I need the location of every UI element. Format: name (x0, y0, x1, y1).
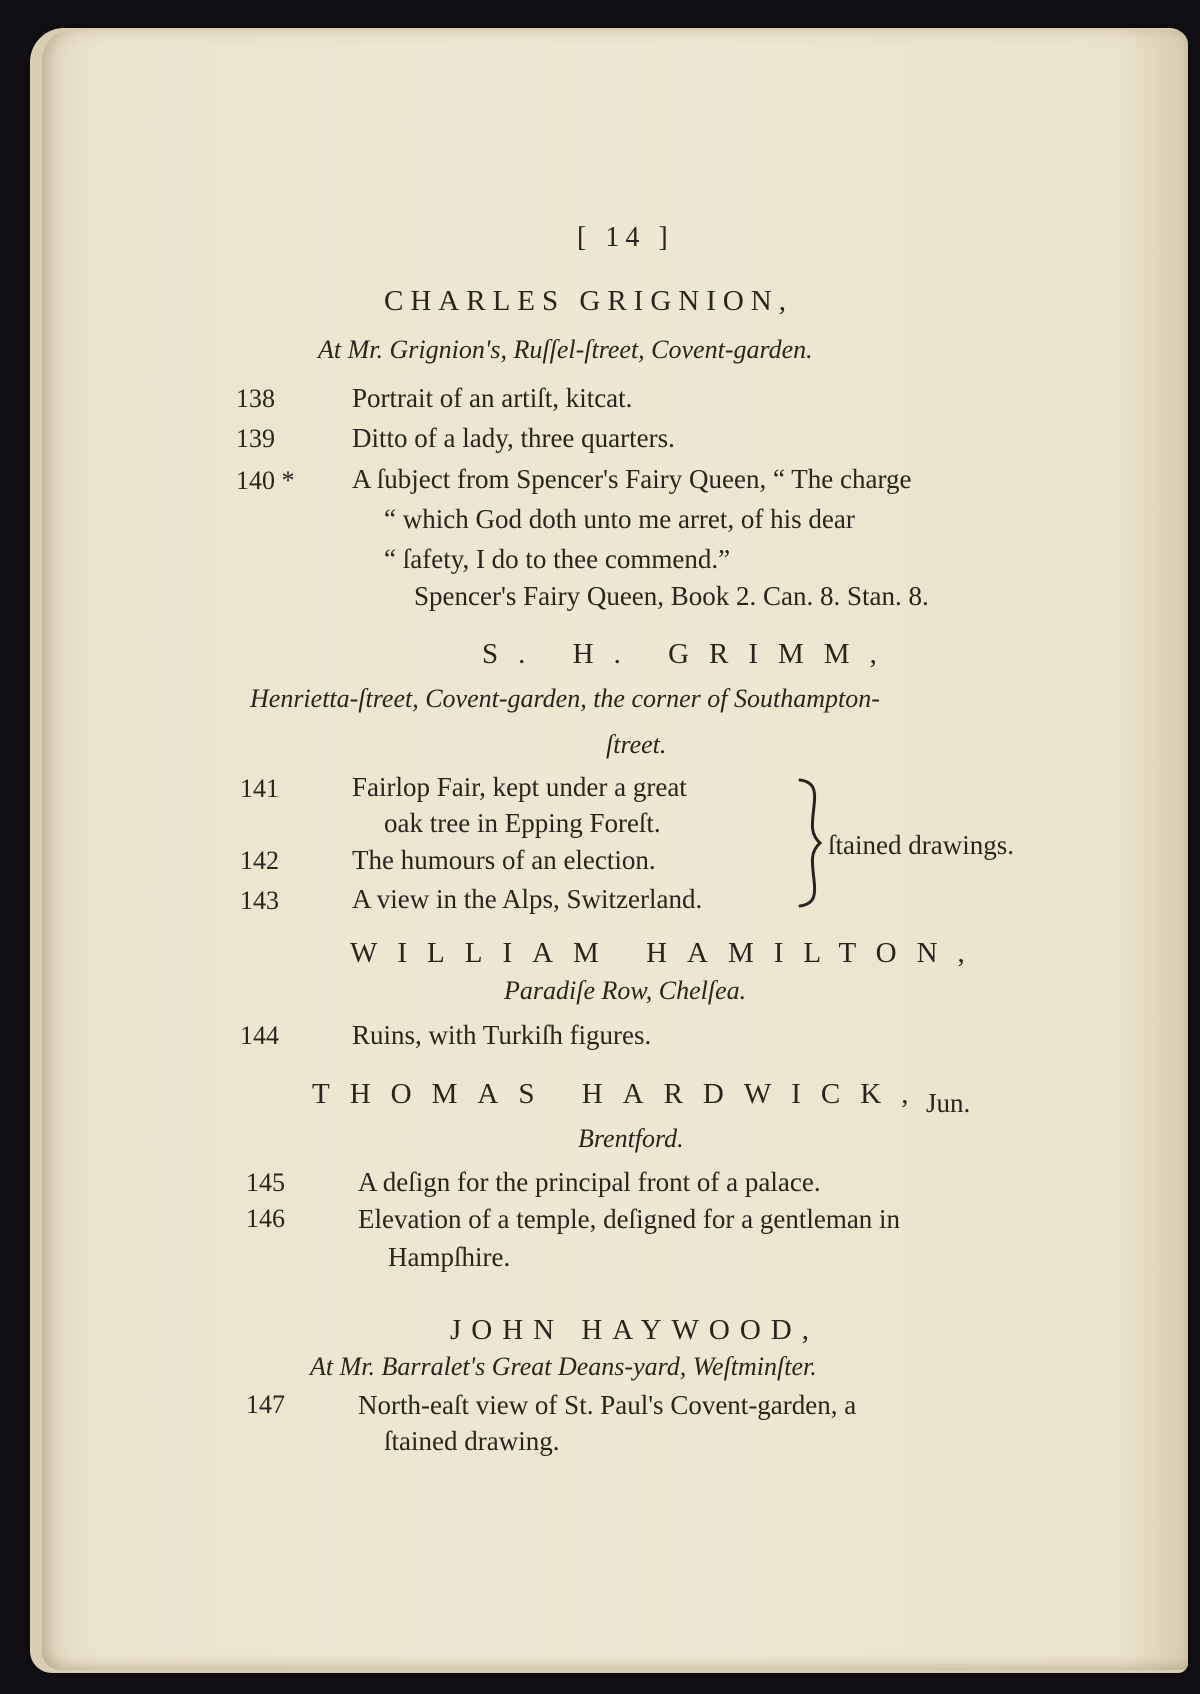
entry-text-continued: “ ſafety, I do to thee commend.” (384, 544, 731, 574)
artist-name: JOHN HAYWOOD, (450, 1314, 819, 1346)
artist-address: Paradiſe Row, Chelſea. (504, 976, 747, 1005)
entry-text: A deſign for the principal front of a palace. (358, 1167, 821, 1197)
entry-text: North-eaſt view of St. Paul's Covent-garden, a (358, 1390, 857, 1420)
entry-number: 145 (246, 1168, 285, 1197)
entry-text-continued: ſtained drawing. (384, 1426, 560, 1456)
artist-name: CHARLES GRIGNION, (384, 285, 793, 317)
entry-text: Ditto of a lady, three quarters. (352, 423, 675, 453)
entry-number: 139 (236, 424, 275, 453)
entry-text: Ruins, with Turkiſh figures. (352, 1020, 652, 1050)
entry-number: 140 * (236, 466, 295, 495)
group-note: ſtained drawings. (828, 830, 1014, 860)
entry-text-continued: “ which God doth unto me arret, of his dear (384, 504, 855, 534)
entry-text: A ſubject from Spencer's Fairy Queen, “ The charge (352, 464, 912, 494)
artist-name: WILLIAM HAMILTON, (350, 937, 985, 969)
entry-number: 146 (246, 1204, 285, 1233)
entry-number: 144 (240, 1021, 279, 1050)
grouping-brace (796, 776, 824, 910)
entry-text: Elevation of a temple, deſigned for a gentleman in (358, 1204, 901, 1234)
artist-address: Henrietta-ſtreet, Covent-garden, the corner of Southampton- (250, 684, 880, 713)
entry-text-continued: oak tree in Epping Foreſt. (384, 808, 661, 838)
entry-number: 142 (240, 846, 279, 875)
artist-address: At Mr. Grignion's, Ruſſel-ſtreet, Covent-garden. (318, 335, 813, 364)
artist-address: At Mr. Barralet's Great Deans-yard, Weſtminſter. (310, 1352, 817, 1381)
entry-number: 147 (246, 1390, 285, 1419)
entry-text: Fairlop Fair, kept under a great (352, 772, 687, 802)
entry-text-continued: Hampſhire. (388, 1242, 511, 1272)
entry-number: 141 (240, 774, 279, 803)
artist-suffix: Jun. (926, 1088, 971, 1118)
page-number: [ 14 ] (577, 222, 674, 253)
artist-name: THOMAS HARDWICK, (312, 1078, 929, 1110)
entry-number: 143 (240, 886, 279, 915)
artist-address-continued: ſtreet. (606, 730, 667, 759)
entry-number: 138 (236, 384, 275, 413)
entry-text: Portrait of an artiſt, kitcat. (352, 383, 633, 413)
entry-text: A view in the Alps, Switzerland. (352, 884, 703, 914)
artist-address: Brentford. (578, 1124, 684, 1153)
entry-text: The humours of an election. (352, 845, 656, 875)
artist-name: S. H. GRIMM, (482, 638, 897, 670)
entry-citation: Spencer's Fairy Queen, Book 2. Can. 8. Stan. 8. (414, 581, 929, 611)
